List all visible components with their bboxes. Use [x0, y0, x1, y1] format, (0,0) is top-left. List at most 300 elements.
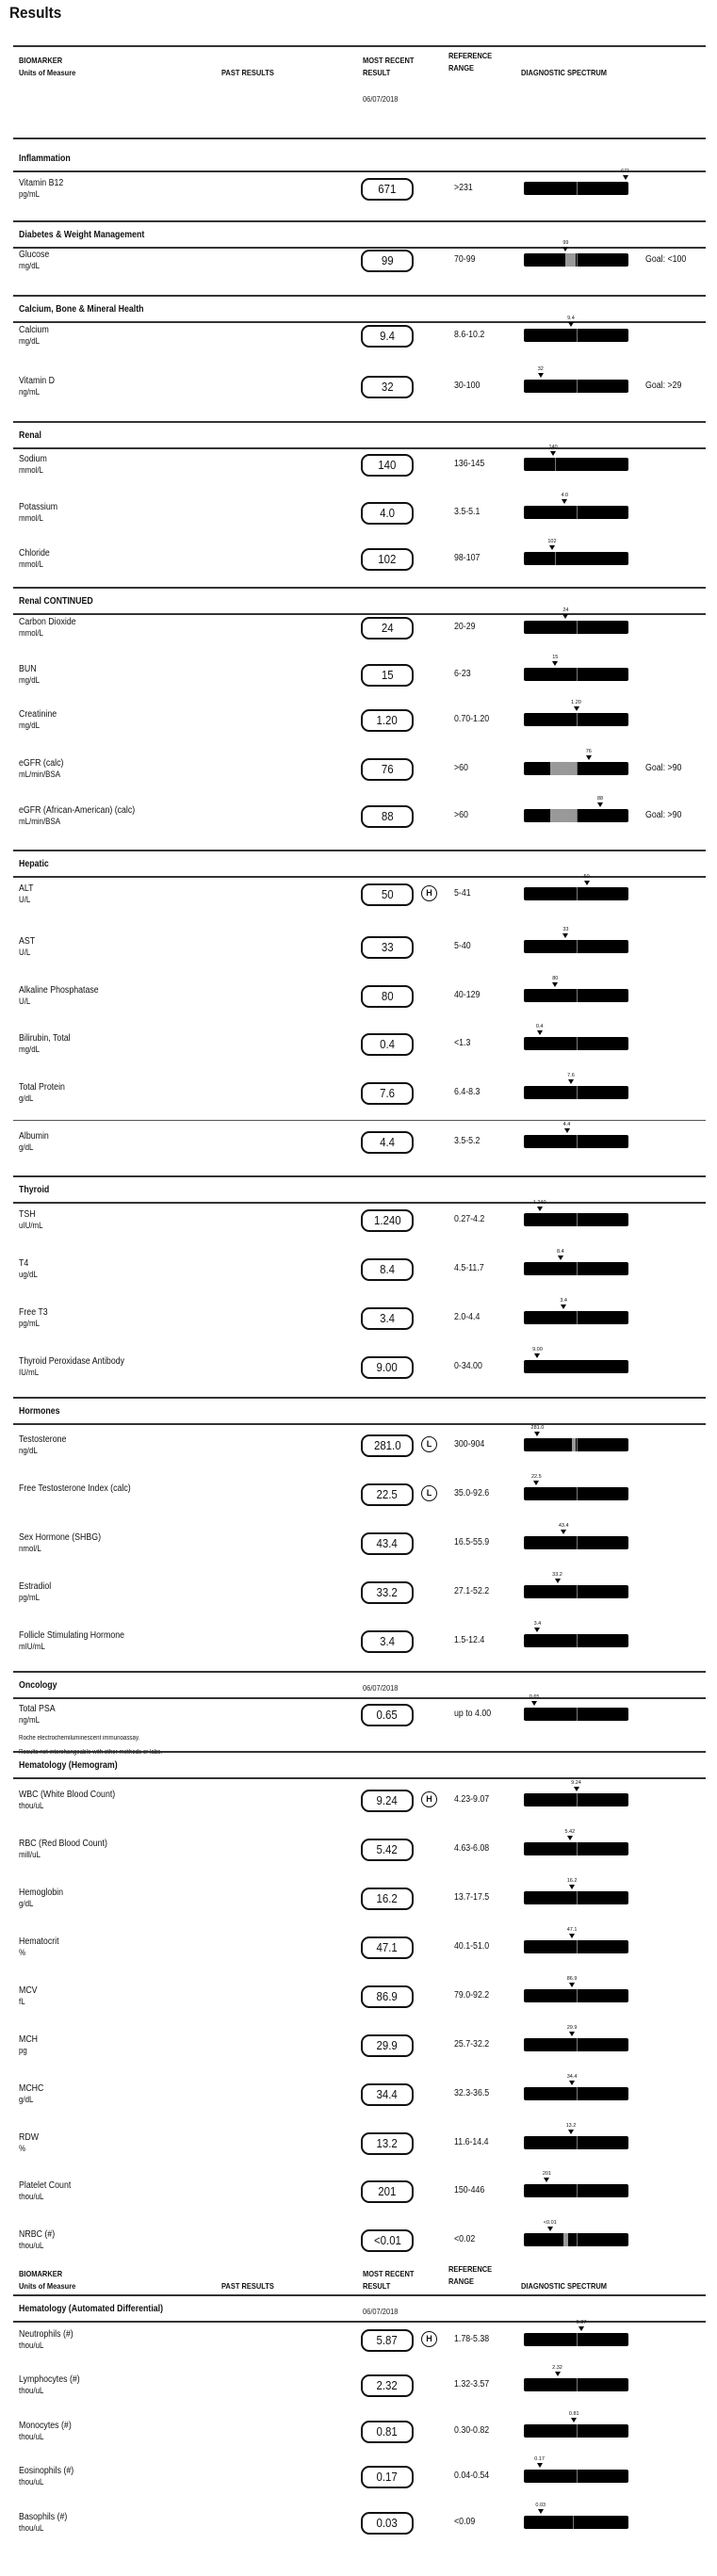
result-value: 5.42	[376, 1842, 399, 1856]
spectrum-marker-label: 13.2	[565, 2123, 577, 2129]
biomarker-unit: thou/uL	[19, 2241, 44, 2250]
diagnostic-spectrum-bar	[524, 1122, 628, 1148]
biomarker-name: Free T3	[19, 1307, 48, 1318]
biomarker-unit: mL/min/BSA	[19, 817, 61, 826]
biomarker-name: Chloride	[19, 548, 50, 559]
biomarker-unit: g/dL	[19, 1899, 34, 1908]
biomarker-name: Vitamin B12	[19, 178, 64, 188]
spectrum-divider	[577, 1634, 578, 1647]
biomarker-name: Free Testosterone Index (calc)	[19, 1483, 131, 1494]
goal-text: Goal: >90	[645, 763, 682, 773]
spectrum-marker-label: 24	[562, 608, 569, 613]
biomarker-row	[0, 1621, 717, 1668]
spectrum-divider	[577, 182, 578, 195]
biomarker-unit: nmol/L	[19, 1544, 41, 1553]
spectrum-marker-label: 8.4	[557, 1249, 564, 1255]
biomarker-name: Basophils (#)	[19, 2512, 68, 2522]
marker-triangle-icon	[544, 2178, 549, 2182]
marker-triangle-icon	[569, 1885, 575, 1889]
biomarker-row	[0, 1523, 717, 1570]
biomarker-row	[0, 493, 717, 540]
result-value: 0.65	[376, 1708, 399, 1722]
reference-range: 136-145	[454, 459, 485, 469]
marker-triangle-icon	[555, 1579, 561, 1583]
diagnostic-spectrum-bar	[524, 1425, 628, 1451]
reference-range: 5-41	[454, 888, 471, 899]
biomarker-name: MCV	[19, 1985, 38, 1996]
diagnostic-spectrum-bar	[524, 240, 628, 267]
reference-range: 300-904	[454, 1439, 485, 1450]
marker-triangle-icon	[569, 1983, 575, 1987]
biomarker-unit: pg/mL	[19, 1319, 41, 1328]
column-header-most-recent: MOST RECENT	[363, 56, 415, 65]
diagnostic-spectrum-bar	[524, 2220, 628, 2246]
spectrum-divider	[577, 1536, 578, 1549]
marker-triangle-icon	[534, 1353, 540, 1358]
reference-range: 0.04-0.54	[454, 2471, 490, 2481]
section-title: Hormones	[19, 1406, 60, 1417]
diagnostic-spectrum-bar	[524, 655, 628, 681]
low-flag-icon: L	[421, 1436, 437, 1452]
marker-triangle-icon	[534, 1432, 540, 1436]
biomarker-unit: thou/uL	[19, 2386, 44, 2395]
reference-range: 1.32-3.57	[454, 2379, 490, 2390]
spectrum-divider	[555, 552, 556, 565]
spectrum-marker-label: 99	[562, 240, 569, 246]
reference-range: 79.0-92.2	[454, 1990, 490, 2001]
reference-range: 2.0-4.4	[454, 1312, 481, 1322]
result-value: 50	[381, 887, 394, 901]
biomarker-unit: mIU/mL	[19, 1642, 45, 1651]
spectrum-optimal-zone	[550, 809, 577, 822]
section-title: Hepatic	[19, 859, 49, 869]
reference-range: 32.3-36.5	[454, 2088, 490, 2098]
spectrum-marker-label: 0.4	[535, 1024, 544, 1029]
biomarker-row	[0, 2171, 717, 2218]
diagnostic-spectrum-bar	[524, 316, 628, 342]
biomarker-row	[0, 1976, 717, 2023]
goal-text: Goal: >90	[645, 810, 682, 820]
biomarker-unit: %	[19, 2144, 26, 2153]
spectrum-divider	[577, 1891, 578, 1904]
biomarker-unit: mg/dL	[19, 261, 41, 270]
biomarker-row	[0, 1474, 717, 1521]
biomarker-name: T4	[19, 1258, 29, 1269]
biomarker-unit: fL	[19, 1997, 25, 2006]
spectrum-optimal-zone	[565, 253, 576, 267]
result-value-box	[361, 2466, 414, 2488]
diagnostic-spectrum-bar	[524, 1780, 628, 1806]
diagnostic-spectrum-bar	[524, 366, 628, 393]
biomarker-unit: thou/uL	[19, 1801, 44, 1810]
biomarker-row	[0, 1780, 717, 1827]
biomarker-unit: mg/dL	[19, 675, 41, 685]
biomarker-name: Follicle Stimulating Hormone	[19, 1630, 125, 1641]
result-value: 1.240	[373, 1213, 401, 1227]
result-value-box	[361, 664, 414, 687]
biomarker-row	[0, 445, 717, 492]
reference-range: 0.27-4.2	[454, 1214, 485, 1224]
marker-triangle-icon	[568, 322, 574, 327]
marker-triangle-icon	[564, 1128, 570, 1133]
section-title: Renal	[19, 430, 41, 441]
biomarker-unit: %	[19, 1948, 26, 1957]
spectrum-marker-label: 76	[585, 749, 592, 754]
result-value-box	[361, 1434, 414, 1457]
column-header-result: RESULT	[363, 2281, 391, 2291]
diagnostic-spectrum-bar	[524, 1024, 628, 1050]
biomarker-unit: thou/uL	[19, 2192, 44, 2201]
result-value: 29.9	[376, 2038, 399, 2052]
divider	[13, 587, 706, 589]
diagnostic-spectrum-bar	[524, 1073, 628, 1099]
result-value: 9.24	[376, 1793, 399, 1807]
reference-range: 13.7-17.5	[454, 1892, 490, 1903]
column-header-most-recent: MOST RECENT	[363, 2269, 415, 2278]
reference-range: 3.5-5.1	[454, 507, 481, 517]
result-value-box	[361, 325, 414, 348]
spectrum-marker	[578, 874, 596, 885]
spectrum-divider	[577, 713, 578, 726]
spectrum-marker	[527, 1474, 546, 1485]
biomarker-unit: IU/mL	[19, 1368, 40, 1377]
marker-triangle-icon	[562, 614, 568, 619]
result-value-box	[361, 1356, 414, 1379]
spectrum-marker-label: 0.03	[535, 2503, 546, 2508]
column-header-biomarker: BIOMARKER	[19, 56, 63, 65]
biomarker-unit: ng/mL	[19, 387, 41, 397]
result-value: 34.4	[376, 2087, 399, 2101]
marker-triangle-icon	[571, 2418, 577, 2422]
divider	[13, 321, 706, 323]
result-value-box	[361, 1307, 414, 1330]
diagnostic-spectrum-bar	[524, 1523, 628, 1549]
spectrum-marker	[528, 1621, 546, 1632]
spectrum-divider	[577, 809, 578, 822]
spectrum-marker	[531, 2503, 550, 2514]
biomarker-name: Potassium	[19, 502, 58, 512]
result-value: 0.17	[376, 2470, 399, 2484]
reference-range: 0-34.00	[454, 1361, 482, 1371]
biomarker-unit: mmol/L	[19, 513, 43, 523]
high-flag-icon: H	[421, 885, 437, 901]
diagnostic-spectrum-bar	[524, 2123, 628, 2149]
result-value: 99	[381, 253, 394, 267]
biomarker-row	[0, 169, 717, 216]
result-value: 13.2	[376, 2136, 399, 2150]
biomarker-unit: U/L	[19, 948, 31, 957]
spectrum-marker	[562, 1073, 580, 1084]
marker-triangle-icon	[562, 933, 568, 938]
spectrum-marker	[546, 655, 564, 666]
result-value-box	[361, 709, 414, 732]
spectrum-marker	[561, 1829, 579, 1840]
marker-triangle-icon	[574, 706, 579, 711]
reference-range: 40.1-51.0	[454, 1941, 490, 1952]
biomarker-name: Monocytes (#)	[19, 2421, 72, 2431]
biomarker-unit: thou/uL	[19, 2477, 44, 2487]
result-value: 88	[381, 809, 394, 823]
spectrum-marker-label: 281.0	[530, 1425, 545, 1431]
biomarker-row	[0, 796, 717, 843]
spectrum-marker	[556, 240, 575, 251]
result-value: 4.4	[380, 1135, 395, 1149]
result-value-box	[361, 1532, 414, 1555]
spectrum-divider	[577, 1708, 578, 1721]
result-value-box	[361, 1033, 414, 1056]
result-value: 201	[378, 2184, 397, 2198]
biomarker-name: Lymphocytes (#)	[19, 2374, 80, 2385]
marker-triangle-icon	[584, 881, 590, 885]
spectrum-marker-label: 5.87	[576, 2320, 587, 2325]
biomarker-unit: g/dL	[19, 2095, 34, 2104]
spectrum-divider	[577, 1086, 578, 1099]
biomarker-row	[0, 240, 717, 287]
spectrum-marker-label: 0.65	[529, 1694, 540, 1700]
biomarker-name: Hematocrit	[19, 1936, 59, 1947]
high-flag-icon: H	[421, 1791, 437, 1807]
spectrum-marker	[556, 608, 575, 619]
spectrum-marker-label: 32	[537, 366, 544, 372]
spectrum-marker-label: 102	[547, 539, 557, 544]
biomarker-unit: thou/uL	[19, 2341, 44, 2350]
section-title: Renal CONTINUED	[19, 596, 93, 607]
diagnostic-spectrum-bar	[524, 1878, 628, 1904]
marker-triangle-icon	[555, 2372, 561, 2376]
biomarker-unit: ng/mL	[19, 1715, 41, 1725]
reference-range: <0.02	[454, 2234, 476, 2244]
biomarker-unit: mg/dL	[19, 1045, 41, 1054]
spectrum-marker-label: 671	[621, 169, 630, 174]
marker-triangle-icon	[537, 1030, 543, 1035]
diagnostic-spectrum-bar	[524, 1572, 628, 1598]
reference-range: <0.09	[454, 2517, 476, 2527]
divider	[13, 220, 706, 222]
spectrum-divider	[577, 1438, 578, 1451]
spectrum-marker	[562, 2074, 581, 2085]
divider	[13, 170, 706, 172]
spectrum-marker-label: 47.1	[566, 1927, 578, 1933]
reference-range: 30-100	[454, 381, 481, 391]
result-value: 15	[381, 668, 394, 682]
marker-triangle-icon	[562, 247, 568, 251]
result-value-box	[361, 1131, 414, 1154]
biomarker-row	[0, 539, 717, 586]
diagnostic-spectrum-bar	[524, 2074, 628, 2100]
spectrum-divider	[577, 2470, 578, 2483]
biomarker-unit: pg/mL	[19, 189, 41, 199]
spectrum-marker-label: 3.4	[560, 1298, 567, 1304]
spectrum-marker	[562, 316, 580, 327]
biomarker-unit: mg/dL	[19, 336, 41, 346]
reference-range: 3.5-5.2	[454, 1136, 481, 1146]
reference-range: 6-23	[454, 669, 471, 679]
divider	[13, 45, 706, 47]
divider	[13, 1777, 706, 1779]
reference-range: 8.6-10.2	[454, 330, 485, 340]
result-value: 4.0	[380, 506, 395, 520]
marker-triangle-icon	[562, 499, 567, 504]
biomarker-row	[0, 1572, 717, 1619]
diagnostic-spectrum-bar	[524, 1927, 628, 1953]
biomarker-name: Bilirubin, Total	[19, 1033, 71, 1044]
divider	[13, 295, 706, 297]
spectrum-marker-label: 140	[548, 445, 558, 450]
result-value-box	[361, 2512, 414, 2535]
column-header-biomarker: BIOMARKER	[19, 2269, 63, 2278]
spectrum-marker-label: 9.4	[567, 316, 575, 321]
marker-triangle-icon	[578, 2326, 584, 2331]
spectrum-divider	[577, 2184, 578, 2197]
reference-range: 6.4-8.3	[454, 1087, 481, 1097]
biomarker-row	[0, 1927, 717, 1974]
divider	[13, 613, 706, 615]
biomarker-name: Eosinophils (#)	[19, 2466, 74, 2476]
page-title: Results	[9, 4, 62, 22]
biomarker-row	[0, 1829, 717, 1876]
marker-triangle-icon	[531, 1701, 537, 1706]
spectrum-marker-label: 5.42	[564, 1829, 576, 1835]
spectrum-marker	[551, 1249, 570, 1260]
result-value-box	[361, 1936, 414, 1959]
result-value-box	[361, 548, 414, 571]
column-header-spectrum: DIAGNOSTIC SPECTRUM	[521, 2281, 608, 2291]
biomarker-unit: mmol/L	[19, 559, 43, 569]
spectrum-marker-label: 86.9	[566, 1976, 578, 1982]
spectrum-marker-label: 80	[552, 976, 559, 981]
spectrum-divider	[577, 1135, 578, 1148]
divider	[13, 247, 706, 249]
goal-text: Goal: <100	[645, 254, 687, 265]
spectrum-divider	[577, 1487, 578, 1500]
spectrum-marker	[548, 1572, 567, 1583]
biomarker-unit: mg/dL	[19, 721, 41, 730]
spectrum-divider	[577, 2424, 578, 2438]
result-value: 9.4	[380, 329, 395, 343]
result-value: 3.4	[380, 1634, 395, 1648]
spectrum-marker	[554, 1298, 573, 1309]
divider	[13, 850, 706, 851]
spectrum-marker	[525, 1694, 544, 1706]
biomarker-unit: mL/min/BSA	[19, 770, 61, 779]
result-value: 47.1	[376, 1940, 399, 1954]
spectrum-divider	[577, 2333, 578, 2346]
spectrum-divider	[577, 506, 578, 519]
reference-range: 70-99	[454, 254, 476, 265]
column-header-reference: REFERENCE	[448, 51, 493, 60]
reference-range: >231	[454, 183, 473, 193]
divider	[13, 447, 706, 449]
result-value-box	[361, 2229, 414, 2252]
spectrum-marker	[562, 1927, 581, 1938]
biomarker-row	[0, 2074, 717, 2121]
biomarker-name: MCHC	[19, 2083, 44, 2094]
result-value: 1.20	[376, 713, 399, 727]
diagnostic-spectrum-bar	[524, 700, 628, 726]
biomarker-row	[0, 2411, 717, 2458]
reference-range: 11.6-14.4	[454, 2137, 489, 2147]
divider	[13, 876, 706, 878]
spectrum-marker	[544, 445, 562, 456]
marker-triangle-icon	[552, 982, 558, 987]
biomarker-unit: g/dL	[19, 1142, 34, 1152]
marker-triangle-icon	[567, 1836, 573, 1840]
spectrum-divider	[577, 2087, 578, 2100]
spectrum-marker	[564, 2411, 583, 2422]
biomarker-name: Calcium	[19, 325, 49, 335]
result-value: 0.4	[380, 1037, 395, 1051]
biomarker-unit: pg	[19, 2046, 27, 2055]
diagnostic-spectrum-bar	[524, 796, 628, 822]
biomarker-row	[0, 1200, 717, 1247]
spectrum-marker-label: 16.2	[566, 1878, 578, 1884]
column-header-past-results: PAST RESULTS	[221, 68, 274, 77]
section-title: Hematology (Hemogram)	[19, 1760, 118, 1771]
biomarker-name: Creatinine	[19, 709, 57, 720]
result-value-box	[361, 758, 414, 781]
result-value-box	[361, 250, 414, 272]
reference-range: up to 4.00	[454, 1709, 492, 1719]
result-value-box	[361, 1790, 414, 1812]
spectrum-marker	[530, 2456, 549, 2468]
spectrum-marker	[528, 1425, 546, 1436]
result-value-box	[361, 178, 414, 201]
diagnostic-spectrum-bar	[524, 608, 628, 634]
column-header-reference: REFERENCE	[448, 2264, 493, 2274]
spectrum-marker	[556, 927, 575, 938]
result-value-box	[361, 2374, 414, 2397]
result-value-box	[361, 2034, 414, 2057]
marker-triangle-icon	[569, 2032, 575, 2036]
diagnostic-spectrum-bar	[524, 874, 628, 900]
biomarker-row	[0, 749, 717, 796]
spectrum-optimal-zone	[550, 762, 577, 775]
spectrum-marker	[530, 1200, 549, 1211]
biomarker-row	[0, 1298, 717, 1345]
marker-triangle-icon	[547, 2227, 553, 2231]
spectrum-divider	[577, 329, 578, 342]
result-value-box	[361, 2180, 414, 2203]
biomarker-unit: ng/dL	[19, 1446, 38, 1455]
biomarker-unit: pg/mL	[19, 1593, 41, 1602]
spectrum-divider	[577, 1213, 578, 1226]
diagnostic-spectrum-bar	[524, 2503, 628, 2529]
biomarker-row	[0, 1122, 717, 1169]
spectrum-marker	[562, 2025, 581, 2036]
marker-triangle-icon	[569, 2081, 575, 2085]
marker-triangle-icon	[568, 1079, 574, 1084]
reference-range: 4.63-6.08	[454, 1843, 490, 1854]
spectrum-marker	[616, 169, 635, 180]
spectrum-marker	[567, 1780, 586, 1791]
biomarker-name: MCH	[19, 2034, 39, 2045]
result-value-box	[361, 883, 414, 906]
result-value-box	[361, 617, 414, 640]
biomarker-unit: mill/uL	[19, 1850, 41, 1859]
spectrum-divider	[577, 1262, 578, 1275]
spectrum-marker	[554, 1523, 573, 1534]
result-value: 3.4	[380, 1311, 395, 1325]
result-value: 2.32	[376, 2378, 399, 2392]
spectrum-marker	[555, 493, 574, 504]
spectrum-marker-label: 0.17	[534, 2456, 545, 2462]
result-value-box	[361, 454, 414, 477]
diagnostic-spectrum-bar	[524, 169, 630, 195]
biomarker-unit: mmol/L	[19, 628, 43, 638]
result-value-box	[361, 1082, 414, 1105]
result-value: 33	[381, 940, 394, 954]
biomarker-unit: g/dL	[19, 1094, 34, 1103]
